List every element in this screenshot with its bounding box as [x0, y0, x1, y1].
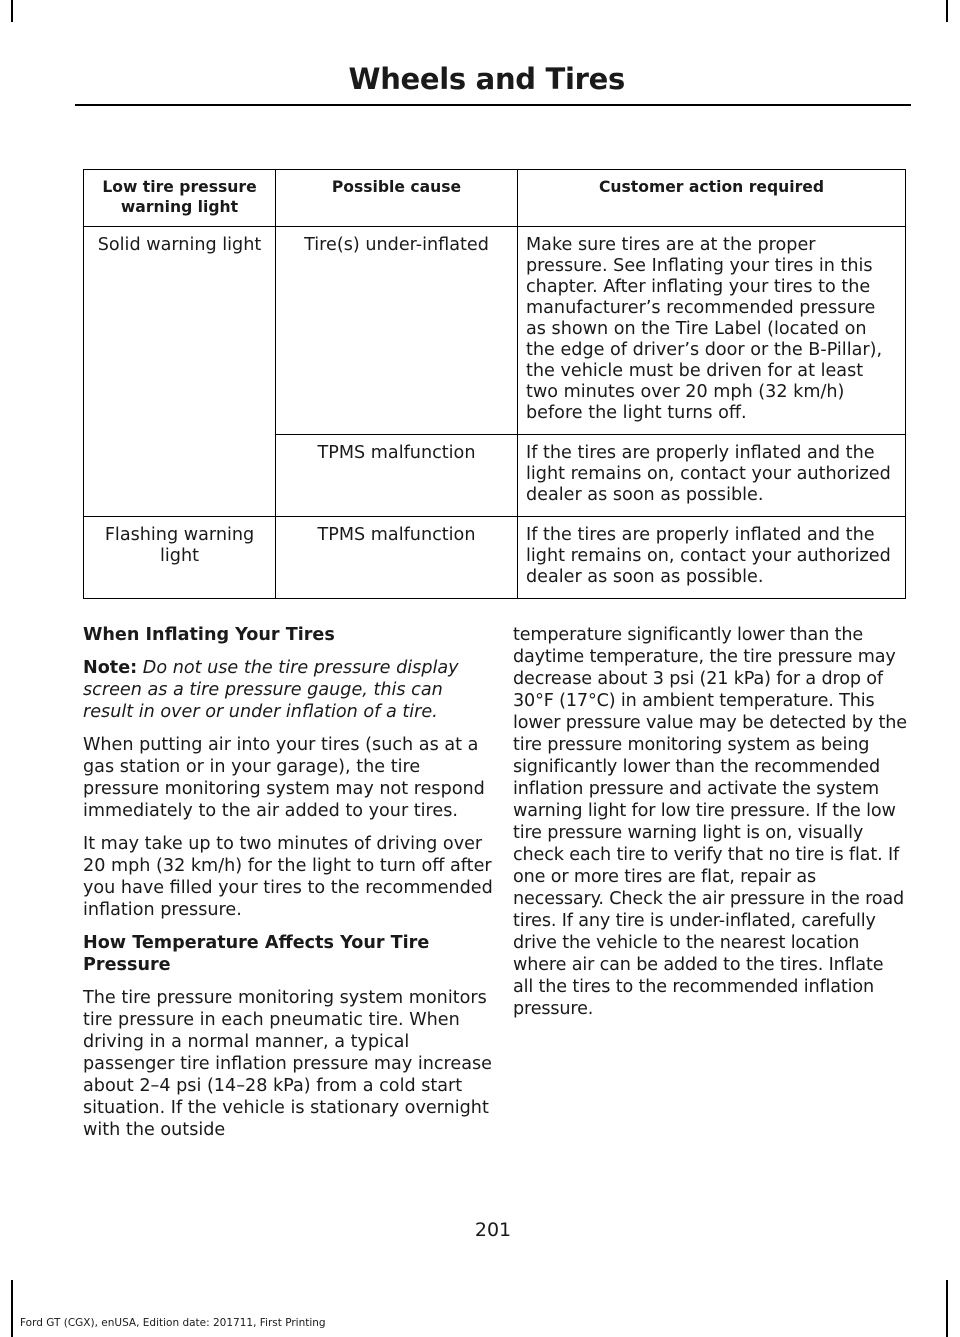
heading-temperature: How Temperature Affects Your Tire Pressure — [83, 933, 430, 975]
column-header-cause: Possible cause — [276, 170, 518, 227]
column-header-action: Customer action required — [518, 170, 906, 227]
note-label: Note: — [83, 658, 138, 678]
edition-footer: Ford GT (CGX), enUSA, Edition date: 201711, First Printing — [20, 1317, 326, 1329]
cell-light: Solid warning light — [84, 227, 276, 517]
page-number: 201 — [474, 1219, 512, 1241]
cell-cause: TPMS malfunction — [276, 517, 518, 599]
cell-cause: TPMS malfunction — [276, 435, 518, 517]
cell-action: Make sure tires are at the proper pressure. See Inflating your tires in this chapter. After inflating your tires to the manufacturer’s recommended pressure as shown on the Tire Label (located on the edge of driver’s door or the B-Pillar), the vehicle must be driven for at least two minutes over 20 mph (32 km/h) before the light turns off. — [518, 227, 906, 435]
left-column — [83, 624, 493, 1152]
tpms-warning-table — [83, 169, 906, 599]
right-column — [513, 624, 908, 1031]
paragraph-temperature-2: temperature significantly lower than the daytime temperature, the tire pressure may decrease about 3 psi (21 kPa) for a drop of 30°F (17°C) in ambient temperature. This lower pressure value may be detected by the tire pressure monitoring system as being significantly lower than the recommended inflation pressure and activate the system warning light for low tire pressure. If the low tire pressure warning light is on, visually check each tire to verify that no tire is flat. If one or more tires are flat, repair as necessary. Check the air pressure in the road tires. If any tire is under-inflated, carefully drive the vehicle to the nearest location where air can be added to the tires. Inflate all the tires to the recommended inflation pressure. — [513, 625, 907, 1019]
table-row — [84, 227, 906, 435]
paragraph-inflating-1: When putting air into your tires (such as at a gas station or in your garage), the tire pressure monitoring system may not respond immediately to the air added to your tires. — [83, 735, 485, 821]
crop-mark-top-left — [11, 0, 13, 22]
paragraph-temperature-1: The tire pressure monitoring system monitors tire pressure in each pneumatic tire. When driving in a normal manner, a typical passenger tire inflation pressure may increase about 2–4 psi (14–28 kPa) from a cold start situation. If the vehicle is stationary overnight with the outside — [83, 988, 492, 1140]
note-paragraph — [83, 657, 493, 723]
heading-when-inflating: When Inflating Your Tires — [83, 625, 335, 645]
crop-mark-bottom-left — [11, 1280, 13, 1337]
table-row — [84, 517, 906, 599]
page-title: Wheels and Tires — [348, 62, 625, 96]
table-header-row — [84, 170, 906, 227]
crop-mark-bottom-right — [946, 1280, 948, 1337]
cell-cause: Tire(s) under-inflated — [276, 227, 518, 435]
title-rule — [75, 104, 911, 106]
cell-light: Flashing warning light — [84, 517, 276, 599]
note-text: Do not use the tire pressure display screen as a tire pressure gauge, this can result in over or under inflation of a tire. — [83, 658, 459, 722]
paragraph-inflating-2: It may take up to two minutes of driving over 20 mph (32 km/h) for the light to turn off after you have filled your tires to the recommended inflation pressure. — [83, 834, 493, 920]
cell-action: If the tires are properly inflated and the light remains on, contact your authorized dealer as soon as possible. — [518, 435, 906, 517]
column-header-light: Low tire pressure warning light — [84, 170, 276, 227]
crop-mark-top-right — [946, 0, 948, 22]
cell-action: If the tires are properly inflated and the light remains on, contact your authorized dealer as soon as possible. — [518, 517, 906, 599]
